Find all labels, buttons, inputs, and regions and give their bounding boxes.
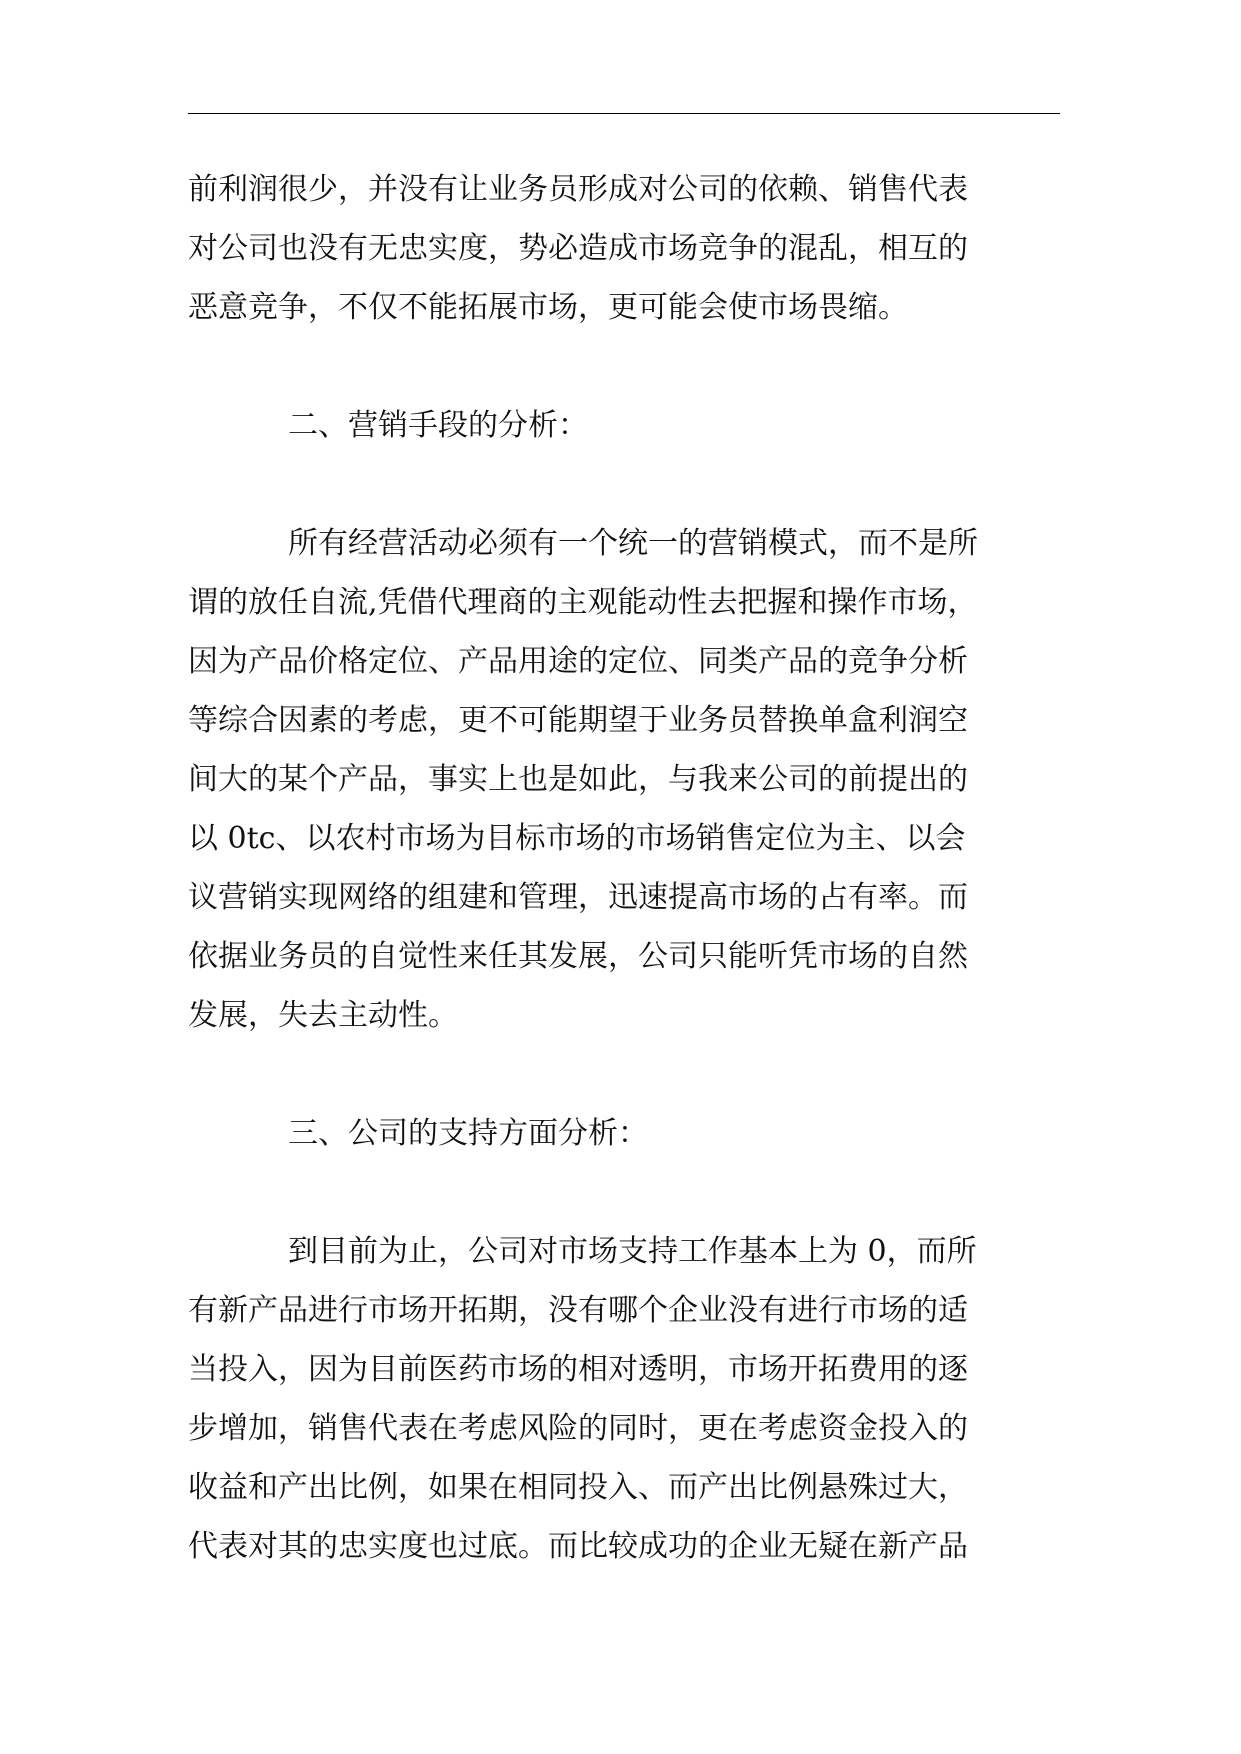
text-line: 议营销实现网络的组建和管理，迅速提高市场的占有率。而 bbox=[188, 880, 968, 915]
paragraph-gap bbox=[188, 1045, 1060, 1104]
text-line: 前利润很少，并没有让业务员形成对公司的依赖、销售代表 bbox=[188, 172, 968, 207]
text-line: 步增加，销售代表在考虑风险的同时，更在考虑资金投入的 bbox=[188, 1411, 968, 1446]
paragraph-gap bbox=[188, 337, 1060, 396]
text-line: 依据业务员的自觉性来任其发展，公司只能听凭市场的自然 bbox=[188, 939, 968, 974]
paragraph bbox=[188, 1222, 1060, 1576]
text-line: 发展，失去主动性。 bbox=[188, 998, 458, 1033]
paragraph bbox=[188, 514, 1060, 1045]
text-line: 以 0tc、以农村市场为目标市场的市场销售定位为主、以会 bbox=[188, 821, 966, 856]
section-heading bbox=[188, 1104, 1060, 1163]
text-line: 谓的放任自流,凭借代理商的主观能动性去把握和操作市场， bbox=[188, 585, 978, 620]
heading-text: 二、营销手段的分析： bbox=[288, 408, 588, 443]
text-line: 收益和产出比例，如果在相同投入、而产出比例悬殊过大， bbox=[188, 1470, 968, 1505]
paragraph-gap bbox=[188, 455, 1060, 514]
text-line: 等综合因素的考虑，更不可能期望于业务员替换单盒利润空 bbox=[188, 703, 968, 738]
heading-text: 三、公司的支持方面分析： bbox=[288, 1116, 648, 1151]
text-line: 因为产品价格定位、产品用途的定位、同类产品的竞争分析 bbox=[188, 644, 968, 679]
text-line: 所有经营活动必须有一个统一的营销模式，而不是所 bbox=[288, 526, 978, 561]
text-line: 恶意竞争，不仅不能拓展市场，更可能会使市场畏缩。 bbox=[188, 290, 908, 325]
text-line: 当投入，因为目前医药市场的相对透明，市场开拓费用的逐 bbox=[188, 1352, 968, 1387]
section-heading bbox=[188, 396, 1060, 455]
paragraph bbox=[188, 160, 1060, 337]
body-text bbox=[188, 160, 1060, 1576]
paragraph-gap bbox=[188, 1163, 1060, 1222]
text-line: 代表对其的忠实度也过底。而比较成功的企业无疑在新产品 bbox=[188, 1529, 968, 1564]
text-line: 有新产品进行市场开拓期，没有哪个企业没有进行市场的适 bbox=[188, 1293, 968, 1328]
text-line: 到目前为止，公司对市场支持工作基本上为 0，而所 bbox=[288, 1234, 977, 1269]
header-rule bbox=[188, 113, 1060, 114]
text-line: 间大的某个产品，事实上也是如此，与我来公司的前提出的 bbox=[188, 762, 968, 797]
text-line: 对公司也没有无忠实度，势必造成市场竞争的混乱，相互的 bbox=[188, 231, 968, 266]
